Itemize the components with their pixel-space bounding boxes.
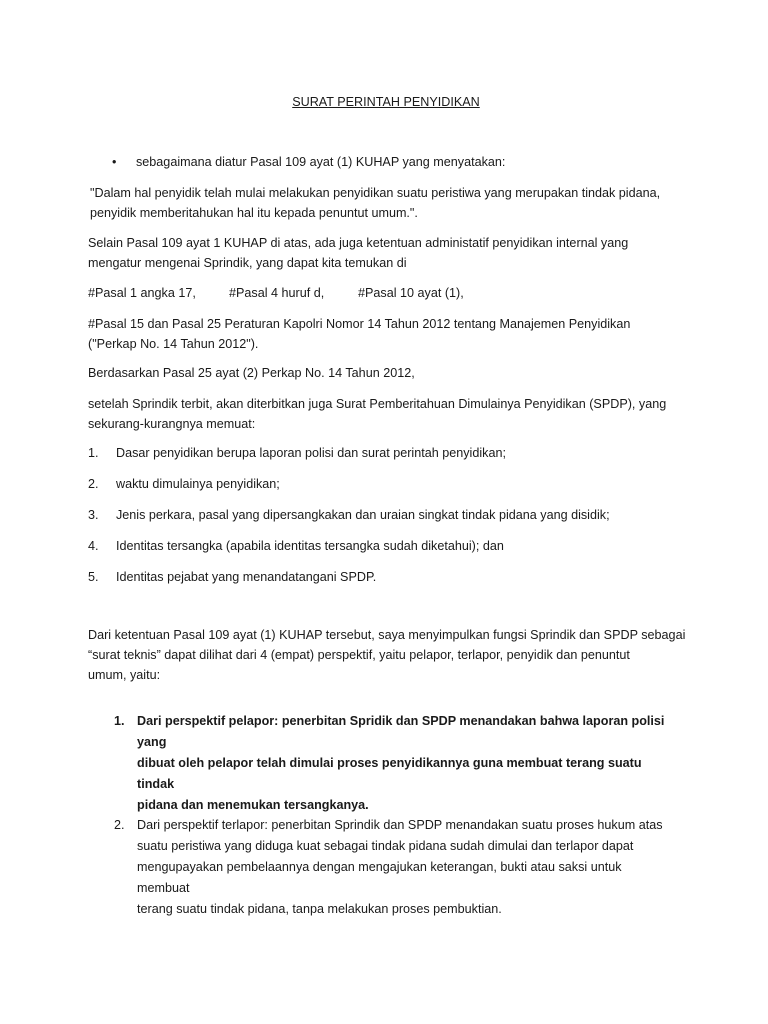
list-number: 5. [88, 570, 99, 584]
setelah-line-1: setelah Sprindik terbit, akan diterbitkan juga Surat Pemberitahuan Dimulainya Penyidikan (SPDP), yang [88, 397, 667, 411]
list-number: 2. [88, 477, 99, 491]
perspektif-2-line-2: suatu peristiwa yang diduga kuat sebagai tindak pidana sudah dimulai dan terlapor dapat [137, 839, 634, 853]
perspektif-1-line-3: pidana dan menemukan tersangkanya. [137, 798, 369, 812]
quote-line-2: penyidik memberitahukan hal itu kepada penuntut umum.". [90, 206, 418, 220]
quote-paragraph [90, 183, 690, 223]
list-number: 1. [114, 714, 125, 728]
list-text: Identitas tersangka (apabila identitas tersangka sudah diketahui); dan [116, 539, 504, 553]
list-number: 4. [88, 539, 99, 553]
selain-line-2: mengatur mengenai Sprindik, yang dapat kita temukan di [88, 256, 407, 270]
list-text [137, 815, 677, 920]
list-text: Identitas pejabat yang menandatangani SPDP. [116, 570, 377, 584]
perspektif-2-line-4: terang suatu tindak pidana, tanpa melakukan proses pembuktian. [137, 902, 502, 916]
perspektif-2-line-3: mengupayakan pembelaannya dengan mengajukan keterangan, bukti atau saksi untuk membuat [137, 860, 622, 895]
list-number: 3. [88, 508, 99, 522]
pasal-ref-2: #Pasal 4 huruf d, [229, 286, 325, 300]
perkap-paragraph [88, 314, 688, 354]
dari-line-3: umum, yaitu: [88, 668, 161, 682]
list-text: Jenis perkara, pasal yang dipersangkakan dan uraian singkat tindak pidana yang disidik; [116, 508, 610, 522]
dari-line-1: Dari ketentuan Pasal 109 ayat (1) KUHAP tersebut, saya menyimpulkan fungsi Sprindik dan SPDP sebagai [88, 628, 686, 642]
perspektif-1-line-2: dibuat oleh pelapor telah dimulai proses penyidikannya guna membuat terang suatu tindak [137, 756, 642, 791]
selain-paragraph [88, 233, 688, 273]
setelah-line-2: sekurang-kurangnya memuat: [88, 417, 256, 431]
dari-line-2: “surat teknis” dapat dilihat dari 4 (empat) perspektif, yaitu pelapor, terlapor, penyidik dan penuntut [88, 648, 630, 662]
pasal-ref-1: #Pasal 1 angka 17, [88, 286, 196, 300]
selain-line-1: Selain Pasal 109 ayat 1 KUHAP di atas, ada juga ketentuan administatif penyidikan internal yang [88, 236, 629, 250]
perspektif-2-line-1: Dari perspektif terlapor: penerbitan Sprindik dan SPDP menandakan suatu proses hukum atas [137, 818, 663, 832]
pasal-ref-3: #Pasal 10 ayat (1), [358, 286, 464, 300]
perkap-line-2: ("Perkap No. 14 Tahun 2012"). [88, 337, 259, 351]
perkap-line-1: #Pasal 15 dan Pasal 25 Peraturan Kapolri Nomor 14 Tahun 2012 tentang Manajemen Penyidikan [88, 317, 631, 331]
pasal-references [88, 283, 688, 303]
bullet-marker: • [112, 155, 117, 169]
quote-line-1: "Dalam hal penyidik telah mulai melakukan penyidikan suatu peristiwa yang merupakan tindak pidana, [90, 186, 661, 200]
page-title: SURAT PERINTAH PENYIDIKAN [292, 95, 480, 109]
list-number: 1. [88, 446, 99, 460]
setelah-paragraph [88, 394, 688, 434]
perspektif-1-line-1: Dari perspektif pelapor: penerbitan Spridik dan SPDP menandakan bahwa laporan polisi yang [137, 714, 665, 749]
list-text: Dasar penyidikan berupa laporan polisi dan surat perintah penyidikan; [116, 446, 506, 460]
list-text [137, 711, 677, 816]
list-text: waktu dimulainya penyidikan; [116, 477, 280, 491]
list-number: 2. [114, 818, 125, 832]
berdasarkan-paragraph: Berdasarkan Pasal 25 ayat (2) Perkap No. 14 Tahun 2012, [88, 366, 415, 380]
dari-paragraph [88, 625, 688, 685]
bullet-text: sebagaimana diatur Pasal 109 ayat (1) KUHAP yang menyatakan: [136, 155, 506, 169]
